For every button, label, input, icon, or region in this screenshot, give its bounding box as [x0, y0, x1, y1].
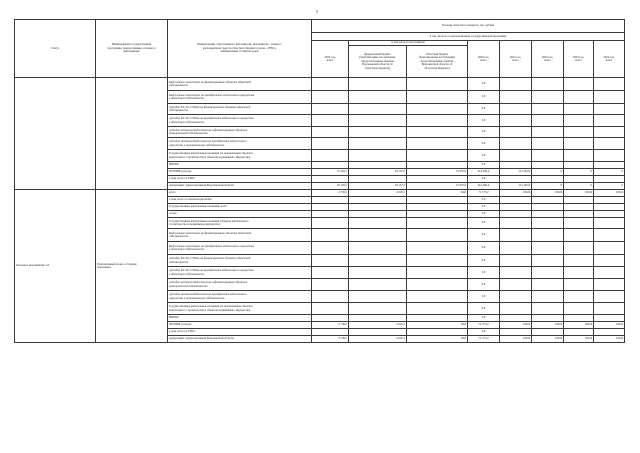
federal-budget-cell	[349, 329, 407, 336]
total-2022-cell	[532, 104, 564, 115]
total-2021-cell	[500, 267, 532, 279]
total-2024-cell	[594, 104, 625, 115]
federal-budget-cell	[349, 242, 407, 255]
total-2022-cell: 19324	[532, 322, 564, 329]
total-2022-cell	[532, 176, 564, 183]
total-2024-cell	[594, 229, 625, 242]
total-2023-cell	[564, 315, 594, 322]
total-2021-cell	[500, 315, 532, 322]
total-2020-cell: 0,0	[468, 104, 500, 115]
regional-budget-cell	[407, 211, 468, 218]
header-2021: 2021 год, всего	[500, 41, 532, 78]
row-label-cell: Бюджетные инвестиции на приобретение недвижимого имущества в областную собственность	[168, 242, 312, 255]
total-2022-cell: 19324	[532, 336, 564, 343]
total-2022-cell	[532, 204, 564, 211]
total-2021-cell: 113 102,8	[500, 183, 532, 190]
total-2021-cell: 19324	[500, 190, 532, 197]
federal-budget-cell	[349, 127, 407, 138]
total-2024-cell	[594, 162, 625, 169]
total-2019-cell	[312, 197, 349, 204]
row-label-cell: в том числе по статьям расходов:	[168, 197, 312, 204]
row-label-cell: НИОКР	[168, 162, 312, 169]
total-2019-cell	[312, 267, 349, 279]
total-2021-cell: 19324	[500, 336, 532, 343]
regional-budget-cell	[407, 162, 468, 169]
federal-budget-cell	[349, 138, 407, 150]
total-2019-cell	[312, 242, 349, 255]
total-2019-cell	[312, 279, 349, 291]
total-2021-cell	[500, 255, 532, 267]
total-2024-cell	[594, 255, 625, 267]
total-2020-cell: 414 300,4	[468, 169, 500, 176]
total-2023-cell	[564, 303, 594, 315]
total-2023-cell	[564, 255, 594, 267]
row-label-cell: Бюджетные инвестиции на финансирование объектов областной собственности	[168, 78, 312, 91]
regional-budget-cell	[407, 242, 468, 255]
total-2024-cell	[594, 197, 625, 204]
total-2023-cell	[564, 176, 594, 183]
federal-budget-cell: 18 157,5	[349, 169, 407, 176]
total-2019-cell	[312, 255, 349, 267]
total-2021-cell	[500, 127, 532, 138]
total-2024-cell	[594, 91, 625, 104]
total-2024-cell: 19324	[594, 336, 625, 343]
header-program: Наименование государственной программы, подпрограммы, основного мероприятия	[96, 20, 168, 78]
regional-budget-cell: 94,8	[407, 322, 468, 329]
header-status: Статус	[15, 20, 96, 78]
total-2024-cell	[594, 315, 625, 322]
total-2023-cell	[564, 104, 594, 115]
total-2021-cell	[500, 162, 532, 169]
total-2019-cell	[312, 150, 349, 162]
federal-budget-cell	[349, 279, 407, 291]
regional-budget-cell	[407, 267, 468, 279]
row-label-cell: департамент здравоохранения Воронежской области	[168, 183, 312, 190]
total-2019-cell	[312, 91, 349, 104]
total-2023-cell: 19324	[564, 336, 594, 343]
row-label-cell: ПРОЧИЕ расходы	[168, 169, 312, 176]
regional-budget-cell	[407, 204, 468, 211]
total-2023-cell	[564, 242, 594, 255]
total-2022-cell	[532, 242, 564, 255]
federal-budget-cell	[349, 91, 407, 104]
header-2023: 2023 год, всего	[564, 41, 594, 78]
total-2020-cell: 0,0	[468, 150, 500, 162]
total-2020-cell: 0,0	[468, 279, 500, 291]
row-label-cell: Государственные капитальные вложения (объекты капитального строительства и недвижимое имущество)	[168, 218, 312, 229]
total-2023-cell	[564, 267, 594, 279]
total-2021-cell: 113 102,8	[500, 169, 532, 176]
federal-budget-cell	[349, 78, 407, 91]
total-2022-cell	[532, 229, 564, 242]
total-2020-cell: 0,0	[468, 127, 500, 138]
total-2021-cell	[500, 138, 532, 150]
header-executor: Наименование ответственного исполнителя, исполнителя - главного распорядителя средств областного бюджета (далее - ГРБС), наименование статей расходов	[168, 20, 312, 78]
federal-budget-cell	[349, 204, 407, 211]
total-2021-cell	[500, 197, 532, 204]
total-2022-cell	[532, 78, 564, 91]
budget-table	[14, 19, 625, 343]
total-2020-cell: 71 573,2	[468, 190, 500, 197]
total-2020-cell: 0,0	[468, 211, 500, 218]
regional-budget-cell	[407, 115, 468, 127]
total-2020-cell: 0,0	[468, 162, 500, 169]
header-federal: федеральный бюджет (безвозмездные поступления, предусмотренные законом Воронежской области об областном бюджете)	[349, 46, 407, 78]
regional-budget-cell	[407, 303, 468, 315]
regional-budget-cell	[407, 229, 468, 242]
row-label-cell: субсидии местным бюджетам на софинансирование объектов муниципальной собственности	[168, 279, 312, 291]
total-2023-cell	[564, 150, 594, 162]
total-2021-cell	[500, 150, 532, 162]
total-2024-cell	[594, 204, 625, 211]
row-label-cell: субсидии местным бюджетам на приобретение недвижимого имущества в муниципальную собственность	[168, 291, 312, 303]
row-label-cell: из них:	[168, 211, 312, 218]
regional-budget-cell	[407, 91, 468, 104]
total-2022-cell	[532, 315, 564, 322]
total-2019-cell	[312, 229, 349, 242]
total-2023-cell	[564, 78, 594, 91]
total-2020-cell: 0,0	[468, 329, 500, 336]
row-label-cell: субсидии БУ, АУ, ГУПам на приобретение недвижимого имущества в областную собственность	[168, 267, 312, 279]
total-2021-cell	[500, 291, 532, 303]
total-2022-cell	[532, 138, 564, 150]
regional-budget-cell	[407, 255, 468, 267]
regional-budget-cell	[407, 176, 468, 183]
regional-budget-cell	[407, 218, 468, 229]
total-2021-cell	[500, 218, 532, 229]
total-2019-cell	[312, 104, 349, 115]
total-2019-cell	[312, 291, 349, 303]
measure-status-cell: Основное мероприятие 1.6	[15, 190, 96, 343]
row-label-cell: департамент здравоохранения Воронежской области	[168, 336, 312, 343]
regional-budget-cell	[407, 127, 468, 138]
total-2022-cell	[532, 267, 564, 279]
total-2021-cell	[500, 115, 532, 127]
total-2022-cell: 0	[532, 183, 564, 190]
federal-budget-cell	[349, 229, 407, 242]
header-expenses-group: Расходы областного бюджета, тыс. рублей	[312, 20, 625, 33]
regional-budget-cell	[407, 78, 468, 91]
header-2019: 2019 год, всего	[312, 41, 349, 78]
header-program-years: в том числе по годам реализации государственной программы	[312, 33, 625, 41]
row-label-cell: ПРОЧИЕ расходы	[168, 322, 312, 329]
row-label-cell: всего	[168, 190, 312, 197]
total-2022-cell	[532, 91, 564, 104]
regional-budget-cell	[407, 197, 468, 204]
total-2020-cell: 0,0	[468, 291, 500, 303]
total-2024-cell	[594, 291, 625, 303]
total-2019-cell	[312, 176, 349, 183]
federal-budget-cell: 4 645,1	[349, 190, 407, 197]
header-2020: 2020 год, всего	[468, 41, 500, 78]
total-2019-cell	[312, 127, 349, 138]
total-2019-cell: 4 739,5	[312, 190, 349, 197]
total-2022-cell	[532, 127, 564, 138]
total-2021-cell: 19324	[500, 322, 532, 329]
federal-budget-cell	[349, 303, 407, 315]
total-2024-cell	[594, 303, 625, 315]
total-2019-cell	[312, 78, 349, 91]
total-2023-cell	[564, 197, 594, 204]
total-2019-cell	[312, 315, 349, 322]
regional-budget-cell: 51 970,6	[407, 183, 468, 190]
regional-budget-cell: 94,8	[407, 190, 468, 197]
regional-budget-cell	[407, 291, 468, 303]
total-2020-cell: 0,0	[468, 91, 500, 104]
header-regional: областной бюджет (безвозмездные поступления, предусмотренные законом Воронежской области об областном бюджете)	[407, 46, 468, 78]
total-2021-cell	[500, 204, 532, 211]
total-2023-cell: 19324	[564, 190, 594, 197]
row-label-cell: субсидии местным бюджетам на приобретение недвижимого имущества в муниципальную собственность	[168, 138, 312, 150]
total-2020-cell: 414 300,4	[468, 183, 500, 190]
total-2019-cell	[312, 115, 349, 127]
total-2021-cell	[500, 279, 532, 291]
total-2020-cell: 0,0	[468, 218, 500, 229]
total-2019-cell	[312, 211, 349, 218]
federal-budget-cell	[349, 211, 407, 218]
row-label-cell: субсидии БУ, АУ, ГУПам на приобретение недвижимого имущества в областную собственность	[168, 115, 312, 127]
header-2022: 2022 год, всего	[532, 41, 564, 78]
total-2023-cell	[564, 138, 594, 150]
regional-budget-cell	[407, 329, 468, 336]
row-label-cell: Бюджетные инвестиции на приобретение недвижимого имущества в областную собственность	[168, 91, 312, 104]
federal-budget-cell: 18 157,5	[349, 183, 407, 190]
total-2020-cell: 0,0	[468, 197, 500, 204]
regional-budget-cell: 94,8	[407, 336, 468, 343]
total-2021-cell	[500, 211, 532, 218]
federal-budget-cell	[349, 267, 407, 279]
total-2020-cell: 71 573,2	[468, 322, 500, 329]
total-2020-cell: 0,0	[468, 303, 500, 315]
total-2020-cell: 0,0	[468, 229, 500, 242]
total-2024-cell	[594, 267, 625, 279]
total-2022-cell	[532, 211, 564, 218]
total-2023-cell	[564, 291, 594, 303]
total-2024-cell: 19324	[594, 322, 625, 329]
federal-budget-cell	[349, 291, 407, 303]
total-2022-cell	[532, 150, 564, 162]
total-2021-cell	[500, 104, 532, 115]
regional-budget-cell	[407, 138, 468, 150]
table-row	[15, 78, 625, 91]
total-2019-cell: 70 128,1	[312, 183, 349, 190]
federal-budget-cell	[349, 115, 407, 127]
regional-budget-cell: 51 970,6	[407, 169, 468, 176]
total-2023-cell: 0	[564, 169, 594, 176]
total-2022-cell	[532, 291, 564, 303]
header-including-sources: в том числе по источникам	[349, 41, 468, 46]
federal-budget-cell	[349, 255, 407, 267]
total-2023-cell: 0	[564, 183, 594, 190]
table-row	[15, 190, 625, 197]
total-2020-cell: 0,0	[468, 176, 500, 183]
row-label-cell: Государственные капитальные вложения, всего	[168, 204, 312, 211]
total-2022-cell	[532, 279, 564, 291]
total-2020-cell: 0,0	[468, 138, 500, 150]
total-2020-cell: 0,0	[468, 78, 500, 91]
total-2022-cell	[532, 197, 564, 204]
row-label-cell: субсидии БУ, АУ, ГУПам на финансирование объектов областной собственности	[168, 104, 312, 115]
row-label-cell: НИОКР	[168, 315, 312, 322]
measure-name-cell: Региональный проект «Старшее поколение»	[96, 190, 168, 343]
regional-budget-cell	[407, 279, 468, 291]
total-2024-cell	[594, 150, 625, 162]
federal-budget-cell	[349, 176, 407, 183]
total-2019-cell	[312, 329, 349, 336]
total-2020-cell: 71 573,2	[468, 336, 500, 343]
total-2022-cell: 19324	[532, 190, 564, 197]
row-label-cell: в том числе по ГРБС:	[168, 329, 312, 336]
total-2020-cell: 0,0	[468, 255, 500, 267]
total-2019-cell	[312, 204, 349, 211]
total-2022-cell	[532, 255, 564, 267]
total-2023-cell	[564, 229, 594, 242]
row-label-cell: Государственные капитальные вложения (за исключением объектов капитального строительства и объектов недвижимого имущества)	[168, 150, 312, 162]
total-2021-cell	[500, 229, 532, 242]
federal-budget-cell: 4 645,1	[349, 322, 407, 329]
regional-budget-cell	[407, 150, 468, 162]
total-2019-cell: 70 128,1	[312, 169, 349, 176]
regional-budget-cell	[407, 104, 468, 115]
total-2021-cell	[500, 78, 532, 91]
federal-budget-cell	[349, 162, 407, 169]
total-2022-cell	[532, 329, 564, 336]
total-2024-cell	[594, 115, 625, 127]
total-2024-cell	[594, 176, 625, 183]
total-2021-cell	[500, 329, 532, 336]
total-2019-cell	[312, 138, 349, 150]
regional-budget-cell	[407, 315, 468, 322]
total-2024-cell	[594, 127, 625, 138]
total-2019-cell: 4 739,5	[312, 322, 349, 329]
row-label-cell: Государственные капитальные вложения (за исключением объектов капитального строительства и объектов недвижимого имущества)	[168, 303, 312, 315]
row-label-cell: Бюджетные инвестиции на финансирование объектов областной собственности	[168, 229, 312, 242]
total-2022-cell	[532, 303, 564, 315]
total-2019-cell: 4 739,5	[312, 336, 349, 343]
total-2024-cell	[594, 211, 625, 218]
total-2024-cell: 0	[594, 183, 625, 190]
total-2022-cell	[532, 162, 564, 169]
total-2021-cell	[500, 176, 532, 183]
total-2023-cell	[564, 91, 594, 104]
federal-budget-cell	[349, 104, 407, 115]
federal-budget-cell	[349, 315, 407, 322]
total-2024-cell: 19324	[594, 190, 625, 197]
total-2023-cell	[564, 218, 594, 229]
total-2020-cell: 0,0	[468, 267, 500, 279]
federal-budget-cell	[349, 218, 407, 229]
total-2024-cell: 0	[594, 169, 625, 176]
total-2021-cell	[500, 91, 532, 104]
total-2023-cell	[564, 162, 594, 169]
total-2023-cell	[564, 115, 594, 127]
total-2022-cell	[532, 115, 564, 127]
total-2023-cell: 19324	[564, 322, 594, 329]
total-2021-cell	[500, 242, 532, 255]
federal-budget-cell	[349, 197, 407, 204]
total-2023-cell	[564, 211, 594, 218]
total-2022-cell: 0	[532, 169, 564, 176]
status-cell-empty	[15, 78, 96, 190]
total-2019-cell	[312, 218, 349, 229]
federal-budget-cell	[349, 150, 407, 162]
total-2023-cell	[564, 329, 594, 336]
row-label-cell: субсидии местным бюджетам на софинансирование объектов муниципальной собственности	[168, 127, 312, 138]
total-2024-cell	[594, 279, 625, 291]
header-2024: 2024 год, всего	[594, 41, 625, 78]
federal-budget-cell: 4 645,1	[349, 336, 407, 343]
total-2023-cell	[564, 127, 594, 138]
page-number: 9	[316, 9, 318, 14]
program-cell-empty	[96, 78, 168, 190]
total-2020-cell: 0,0	[468, 204, 500, 211]
total-2023-cell	[564, 279, 594, 291]
total-2020-cell: 0,0	[468, 115, 500, 127]
total-2024-cell	[594, 329, 625, 336]
total-2021-cell	[500, 303, 532, 315]
total-2022-cell	[532, 218, 564, 229]
row-label-cell: в том числе по ГРБС:	[168, 176, 312, 183]
total-2024-cell	[594, 242, 625, 255]
total-2024-cell	[594, 78, 625, 91]
total-2019-cell	[312, 303, 349, 315]
total-2020-cell: 0,0	[468, 242, 500, 255]
total-2024-cell	[594, 138, 625, 150]
total-2020-cell: 0,0	[468, 315, 500, 322]
total-2024-cell	[594, 218, 625, 229]
total-2019-cell	[312, 162, 349, 169]
row-label-cell: субсидии БУ, АУ, ГУПам на финансирование объектов областной собственности	[168, 255, 312, 267]
total-2023-cell	[564, 204, 594, 211]
